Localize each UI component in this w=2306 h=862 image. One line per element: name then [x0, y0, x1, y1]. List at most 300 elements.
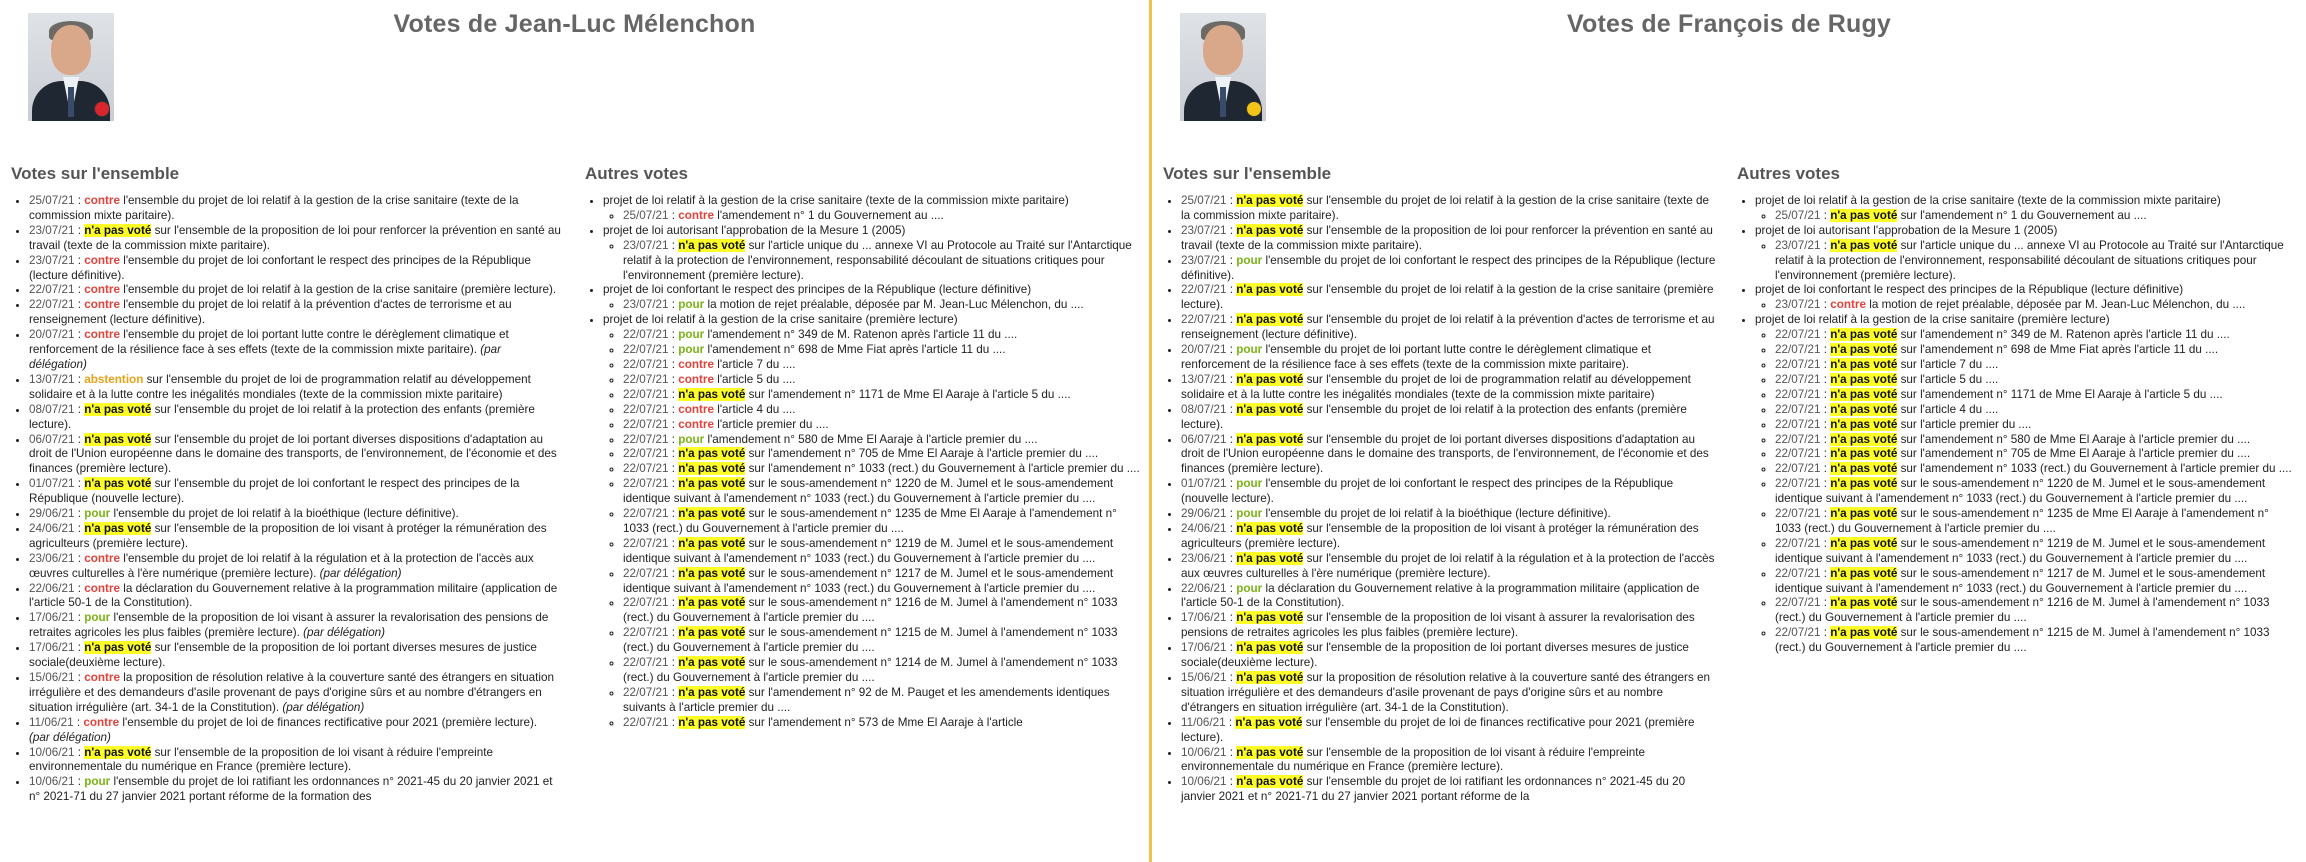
- vote-text: l'ensemble du projet de loi relatif à la bioéthique (lecture définitive).: [110, 507, 459, 521]
- bill-group: [603, 224, 1145, 284]
- bill-title: projet de loi relatif à la gestion de la crise sanitaire (première lecture): [1755, 313, 2110, 327]
- vote-item: ◦ 22/07/21 : pour l'amendement n° 349 de M. Ratenon après l'article 11 du ....: [623, 328, 1145, 343]
- vote-position: n'a pas voté: [1830, 372, 1898, 386]
- vote-position: pour: [1236, 507, 1263, 521]
- vote-position: pour: [678, 328, 705, 342]
- vote-date: 22/07/21: [623, 715, 669, 729]
- vote-text: sur l'amendement n° 698 de Mme Fiat après l'article 11 du ....: [1897, 343, 2219, 357]
- vote-position: n'a pas voté: [678, 536, 746, 550]
- vote-item: ◦ 22/07/21 : n'a pas voté sur l'amendement n° 349 de M. Ratenon après l'article 11 du ....: [1775, 328, 2297, 343]
- vote-text: l'amendement n° 580 de Mme El Aaraje à l'article premier du ....: [704, 432, 1038, 446]
- vote-item: • 15/06/21 : contre la proposition de résolution relative à la couverture santé des étrangers en situation irrégulière et des demandeurs d'asile provenant de pays d'origine sûrs et au nombre d'étrangers en situation irrégulière (art. 34-1 de la Constitution). (par délégation): [29, 671, 561, 716]
- vote-date: 22/07/21: [1775, 477, 1821, 491]
- vote-position: pour: [84, 507, 111, 521]
- delegation-note: (par délégation): [282, 700, 365, 714]
- vote-position: pour: [1236, 343, 1263, 357]
- vote-item: ◦ 22/07/21 : contre l'article premier du ....: [623, 418, 1145, 433]
- bill-group: [603, 313, 1145, 730]
- bill-group: [603, 283, 1145, 313]
- bill-vote-list: [603, 328, 1145, 730]
- vote-position: n'a pas voté: [84, 521, 152, 535]
- other-votes-list: [1737, 194, 2297, 656]
- vote-date: 22/07/21: [1775, 417, 1821, 431]
- vote-position: pour: [84, 775, 111, 789]
- vote-text: sur l'article 5 du ....: [1897, 372, 1999, 386]
- vote-position: contre: [84, 671, 120, 684]
- vote-item: ◦ 22/07/21 : n'a pas voté sur l'amendement n° 1171 de Mme El Aaraje à l'article 5 du ....: [1775, 388, 2297, 403]
- vote-item: ◦ 22/07/21 : n'a pas voté sur l'article 5 du ....: [1775, 373, 2297, 388]
- bill-title: projet de loi confortant le respect des principes de la République (lecture définitive): [603, 283, 1032, 297]
- vote-position: n'a pas voté: [1236, 313, 1304, 327]
- vote-text: sur l'ensemble de la proposition de loi pour renforcer la prévention en santé au travail (texte de la commission mixte paritaire).: [29, 223, 561, 252]
- vote-item: ◦ 25/07/21 : n'a pas voté sur l'amendement n° 1 du Gouvernement au ....: [1775, 209, 2297, 224]
- vote-item: ◦ 22/07/21 : n'a pas voté sur l'amendement n° 573 de Mme El Aaraje à l'article: [623, 716, 1145, 731]
- vote-date: 22/07/21: [623, 566, 669, 580]
- vote-position: n'a pas voté: [1830, 626, 1898, 640]
- vote-text: l'ensemble du projet de loi portant lutte contre le dérèglement climatique et renforcement de la résilience face à ses effets (texte de la commission mixte paritaire).: [29, 328, 509, 357]
- vote-position: n'a pas voté: [84, 223, 152, 237]
- bill-vote-list: [603, 239, 1145, 284]
- vote-position: n'a pas voté: [1830, 238, 1898, 252]
- vote-item: • 01/07/21 : n'a pas voté sur l'ensemble du projet de loi confortant le respect des principes de la République (nouvelle lecture).: [29, 477, 561, 507]
- bill-vote-list: [1755, 209, 2297, 224]
- vote-text: sur l'amendement n° 1033 (rect.) du Gouvernement à l'article premier du ....: [745, 462, 1140, 476]
- vote-date: 10/06/21: [1181, 775, 1227, 789]
- bill-vote-list: [603, 298, 1145, 313]
- vote-position: contre: [84, 253, 120, 267]
- vote-text: sur le sous-amendement n° 1220 de M. Jumel et le sous-amendement identique suivant à l'amendement n° 1033 (rect.) du Gouvernement à l'article premier du ....: [1775, 477, 2266, 506]
- vote-date: 22/07/21: [623, 402, 669, 416]
- vote-position: contre: [678, 417, 714, 431]
- vote-position: contre: [83, 715, 120, 729]
- vote-date: 11/06/21: [1181, 715, 1226, 729]
- vote-text: sur l'ensemble du projet de loi confortant le respect des principes de la République (nouvelle lecture).: [29, 477, 520, 506]
- vote-position: n'a pas voté: [678, 477, 746, 491]
- bill-group: [1755, 283, 2297, 313]
- vote-position: n'a pas voté: [678, 447, 746, 461]
- vote-position: contre: [84, 581, 120, 595]
- vote-position: pour: [1236, 581, 1263, 595]
- vote-text: sur l'ensemble de la proposition de loi visant à assurer la revalorisation des pensions de retraites agricoles les plus faibles (première lecture).: [1181, 611, 1695, 640]
- vote-position: n'a pas voté: [84, 402, 152, 416]
- vote-text: sur l'amendement n° 580 de Mme El Aaraje à l'article premier du ....: [1897, 432, 2251, 446]
- vote-date: 22/07/21: [1775, 432, 1821, 446]
- vote-date: 22/06/21: [29, 581, 75, 595]
- delegation-note: (par délégation): [319, 566, 402, 580]
- vote-text: sur l'amendement n° 705 de Mme El Aaraje à l'article premier du ....: [745, 447, 1099, 461]
- vote-text: l'article 4 du ....: [713, 402, 796, 416]
- vote-item: • 10/06/21 : n'a pas voté sur l'ensemble du projet de loi ratifiant les ordonnances n° 2021-45 du 20 janvier 2021 et n° 2021-71 du 27 janvier 2021 portant réforme de la: [1181, 775, 1718, 805]
- vote-date: 17/06/21: [29, 611, 75, 625]
- vote-text: sur l'article unique du ... annexe VI au Protocole au Traité sur l'Antarctique relatif à la protection de l'environnement, responsabilité découlant de situations critiques pour l'environnement (première lecture).: [623, 238, 1132, 282]
- vote-text: l'ensemble du projet de loi relatif à la régulation et à la protection de l'accès aux œuvres culturelles à l'ère numérique (première lecture).: [29, 551, 534, 580]
- vote-date: 22/07/21: [1775, 357, 1821, 371]
- vote-date: 22/07/21: [623, 357, 669, 371]
- vote-text: sur l'ensemble de la proposition de loi visant à réduire l'empreinte environnementale du numérique en France (première lecture).: [29, 745, 493, 774]
- vote-position: n'a pas voté: [1236, 194, 1304, 207]
- vote-date: 22/07/21: [1775, 387, 1821, 401]
- vote-text: l'ensemble du projet de loi portant lutte contre le dérèglement climatique et renforcement de la résilience face à ses effets (texte de la commission mixte paritaire).: [1181, 343, 1652, 371]
- vote-position: n'a pas voté: [1236, 551, 1304, 565]
- vote-date: 06/07/21: [29, 432, 75, 446]
- vote-item: ◦ 22/07/21 : n'a pas voté sur le sous-amendement n° 1219 de M. Jumel et le sous-amendement identique suivant à l'amendement n° 1033 (rect.) du Gouvernement à l'article premier du ....: [623, 537, 1145, 567]
- vote-text: sur l'ensemble de la proposition de loi pour renforcer la prévention en santé au travail (texte de la commission mixte paritaire).: [1181, 223, 1713, 252]
- vote-text: la déclaration du Gouvernement relative à la programmation militaire (application de l'article 50-1 de la Constitution).: [29, 581, 558, 610]
- vote-date: 22/07/21: [623, 685, 669, 699]
- vote-text: la déclaration du Gouvernement relative à la programmation militaire (application de l'article 50-1 de la Constitution).: [1181, 581, 1700, 610]
- delegation-note: (par délégation): [303, 626, 385, 640]
- vote-date: 29/06/21: [1181, 507, 1227, 521]
- bill-group: [603, 194, 1145, 224]
- other-votes-list: [585, 194, 1145, 731]
- vote-item: • 23/07/21 : contre l'ensemble du projet de loi confortant le respect des principes de la République (lecture définitive).: [29, 254, 561, 284]
- vote-item: • 23/06/21 : contre l'ensemble du projet de loi relatif à la régulation et à la protection de l'accès aux œuvres culturelles à l'ère numérique (première lecture). (par délégation): [29, 552, 561, 582]
- bill-vote-list: [1755, 239, 2297, 284]
- vote-date: 22/07/21: [623, 417, 669, 431]
- vote-date: 23/07/21: [1181, 223, 1227, 237]
- vote-position: n'a pas voté: [1830, 357, 1898, 371]
- vote-position: pour: [678, 298, 705, 312]
- vote-item: • 22/07/21 : contre l'ensemble du projet de loi relatif à la gestion de la crise sanitaire (première lecture).: [29, 283, 561, 298]
- vote-item: ◦ 22/07/21 : n'a pas voté sur l'amendement n° 705 de Mme El Aaraje à l'article premier du ....: [1775, 447, 2297, 462]
- bill-title: projet de loi relatif à la gestion de la crise sanitaire (première lecture): [603, 313, 958, 327]
- vote-date: 08/07/21: [1181, 402, 1227, 416]
- vote-item: ◦ 23/07/21 : contre la motion de rejet préalable, déposée par M. Jean-Luc Mélenchon, du ....: [1775, 298, 2297, 313]
- vote-date: 22/07/21: [623, 656, 669, 670]
- vote-item: • 08/07/21 : n'a pas voté sur l'ensemble du projet de loi relatif à la protection des enfants (première lecture).: [1181, 403, 1718, 433]
- vote-text: l'article 7 du ....: [713, 357, 796, 371]
- vote-position: n'a pas voté: [1236, 745, 1304, 759]
- vote-position: pour: [1236, 253, 1263, 267]
- vote-position: n'a pas voté: [1236, 223, 1304, 237]
- bill-title: projet de loi autorisant l'approbation de la Mesure 1 (2005): [1755, 223, 2058, 237]
- vote-position: abstention: [84, 372, 144, 386]
- vote-date: 23/07/21: [623, 298, 669, 312]
- vote-item: ◦ 23/07/21 : n'a pas voté sur l'article unique du ... annexe VI au Protocole au Traité sur l'Antarctique relatif à la protection de l'environnement, responsabilité découlant de situations critiques pour l'environnement (première lecture).: [623, 239, 1145, 284]
- vote-date: 23/07/21: [1775, 238, 1821, 252]
- bill-title: projet de loi relatif à la gestion de la crise sanitaire (texte de la commission mixte paritaire): [603, 194, 1069, 207]
- vote-position: n'a pas voté: [84, 477, 152, 491]
- vote-position: n'a pas voté: [1236, 611, 1304, 625]
- vote-position: n'a pas voté: [678, 656, 746, 670]
- vote-position: n'a pas voté: [1830, 462, 1898, 476]
- bill-group: [1755, 224, 2297, 284]
- vote-position: contre: [84, 551, 120, 565]
- bill-vote-list: [1755, 298, 2297, 313]
- vote-item: • 25/07/21 : n'a pas voté sur l'ensemble du projet de loi relatif à la gestion de la crise sanitaire (texte de la commission mixte paritaire).: [1181, 194, 1718, 224]
- vote-position: n'a pas voté: [1236, 521, 1304, 535]
- vote-item: • 22/07/21 : contre l'ensemble du projet de loi relatif à la prévention d'actes de terrorisme et au renseignement (lecture définitive).: [29, 298, 561, 328]
- vote-date: 23/07/21: [1181, 253, 1227, 267]
- vote-date: 29/06/21: [29, 507, 75, 521]
- vote-date: 23/07/21: [1775, 298, 1821, 312]
- vote-date: 17/06/21: [1181, 641, 1227, 655]
- vote-text: sur l'article premier du ....: [1897, 417, 2032, 431]
- vote-text: l'article 5 du ....: [713, 372, 796, 386]
- vote-text: sur l'article unique du ... annexe VI au Protocole au Traité sur l'Antarctique relatif à la protection de l'environnement, responsabilité découlant de situations critiques pour l'environnement (première lecture).: [1775, 238, 2284, 282]
- vote-position: n'a pas voté: [1236, 402, 1304, 416]
- vote-position: n'a pas voté: [678, 238, 746, 252]
- vote-text: sur l'amendement n° 705 de Mme El Aaraje à l'article premier du ....: [1897, 447, 2251, 461]
- vote-date: 22/06/21: [1181, 581, 1227, 595]
- vote-text: l'ensemble du projet de loi confortant le respect des principes de la République (nouvelle lecture).: [1181, 477, 1674, 506]
- vote-text: sur l'amendement n° 349 de M. Ratenon après l'article 11 du ....: [1897, 328, 2230, 342]
- vote-date: 23/07/21: [29, 223, 75, 237]
- vote-text: sur le sous-amendement n° 1220 de M. Jumel et le sous-amendement identique suivant à l'amendement n° 1033 (rect.) du Gouvernement à l'article premier du ....: [623, 477, 1114, 506]
- vote-position: pour: [678, 432, 705, 446]
- vote-position: n'a pas voté: [1236, 775, 1304, 789]
- vote-text: l'ensemble de la proposition de loi visant à assurer la revalorisation des pensions de retraites agricoles les plus faibles (première lecture).: [29, 611, 549, 640]
- vote-item: • 11/06/21 : contre l'ensemble du projet de loi de finances rectificative pour 2021 (première lecture). (par délégation): [29, 716, 561, 746]
- vote-date: 01/07/21: [1181, 477, 1227, 491]
- vote-position: contre: [84, 328, 120, 342]
- vote-text: sur l'ensemble du projet de loi de programmation relatif au développement solidaire et à la lutte contre les inégalités mondiales (texte de la commission mixte paritaire): [1181, 372, 1691, 401]
- vote-text: sur le sous-amendement n° 1217 de M. Jumel et le sous-amendement identique suivant à l'amendement n° 1033 (rect.) du Gouvernement à l'article premier du ....: [623, 566, 1114, 595]
- pane-de-rugy: [1152, 0, 2306, 862]
- vote-text: sur l'ensemble du projet de loi relatif à la gestion de la crise sanitaire (texte de la commission mixte paritaire).: [1181, 194, 1710, 222]
- vote-date: 22/07/21: [623, 328, 669, 342]
- vote-date: 06/07/21: [1181, 432, 1227, 446]
- vote-text: sur l'article 7 du ....: [1897, 357, 1999, 371]
- vote-item: • 06/07/21 : n'a pas voté sur l'ensemble du projet de loi portant diverses dispositions d'adaptation au droit de l'Union européenne dans le domaine des transports, de l'environnement, de l'économie et des finances (première lecture).: [29, 433, 561, 478]
- vote-item: ◦ 22/07/21 : pour l'amendement n° 698 de Mme Fiat après l'article 11 du ....: [623, 343, 1145, 358]
- ensemble-list: [1163, 194, 1718, 805]
- vote-date: 01/07/21: [29, 477, 75, 491]
- vote-text: sur l'amendement n° 1171 de Mme El Aaraje à l'article 5 du ....: [745, 387, 1071, 401]
- vote-item: • 10/06/21 : n'a pas voté sur l'ensemble de la proposition de loi visant à réduire l'empreinte environnementale du numérique en France (première lecture).: [29, 746, 561, 776]
- vote-position: n'a pas voté: [1236, 432, 1304, 446]
- vote-date: 22/07/21: [623, 477, 669, 491]
- vote-item: ◦ 22/07/21 : n'a pas voté sur le sous-amendement n° 1235 de Mme El Aaraje à l'amendement n° 1033 (rect.) du Gouvernement à l'article premier du ....: [623, 507, 1145, 537]
- vote-text: sur l'ensemble de la proposition de loi visant à protéger la rémunération des agriculteurs (première lecture).: [1181, 521, 1699, 550]
- vote-item: • 13/07/21 : abstention sur l'ensemble du projet de loi de programmation relatif au développement solidaire et à la lutte contre les inégalités mondiales (texte de la commission mixte paritaire): [29, 373, 561, 403]
- vote-item: • 23/07/21 : n'a pas voté sur l'ensemble de la proposition de loi pour renforcer la prévention en santé au travail (texte de la commission mixte paritaire).: [29, 224, 561, 254]
- vote-text: sur l'article 4 du ....: [1897, 402, 1999, 416]
- vote-text: sur l'ensemble du projet de loi ratifiant les ordonnances n° 2021-45 du 20 janvier 2021 et n° 2021-71 du 27 janvier 2021 portant réforme de la: [1181, 775, 1686, 804]
- vote-item: • 22/07/21 : n'a pas voté sur l'ensemble du projet de loi relatif à la gestion de la crise sanitaire (première lecture).: [1181, 283, 1718, 313]
- vote-text: sur le sous-amendement n° 1235 de Mme El Aaraje à l'amendement n° 1033 (rect.) du Gouvernement à l'article premier du ....: [1775, 507, 2269, 535]
- vote-text: sur le sous-amendement n° 1217 de M. Jumel et le sous-amendement identique suivant à l'amendement n° 1033 (rect.) du Gouvernement à l'article premier du ....: [1775, 566, 2266, 595]
- vote-date: 25/07/21: [29, 194, 75, 207]
- vote-date: 22/07/21: [623, 462, 669, 476]
- vote-date: 13/07/21: [29, 372, 75, 386]
- vote-date: 22/07/21: [623, 432, 669, 446]
- vote-date: 23/07/21: [29, 253, 75, 267]
- vote-text: l'ensemble du projet de loi relatif à la prévention d'actes de terrorisme et au renseignement (lecture définitive).: [29, 298, 512, 327]
- vote-date: 22/07/21: [1775, 566, 1821, 580]
- vote-date: 24/06/21: [29, 521, 75, 535]
- vote-item: • 11/06/21 : n'a pas voté sur l'ensemble du projet de loi de finances rectificative pour 2021 (première lecture).: [1181, 716, 1718, 746]
- vote-item: • 23/07/21 : pour l'ensemble du projet de loi confortant le respect des principes de la République (lecture définitive).: [1181, 254, 1718, 284]
- vote-date: 15/06/21: [1181, 671, 1227, 684]
- vote-position: n'a pas voté: [1236, 372, 1304, 386]
- vote-date: 22/07/21: [623, 507, 669, 521]
- bill-group: [1755, 194, 2297, 224]
- vote-item: • 22/06/21 : pour la déclaration du Gouvernement relative à la programmation militaire (application de l'article 50-1 de la Constitution).: [1181, 582, 1718, 612]
- vote-date: 08/07/21: [29, 402, 75, 416]
- vote-text: sur l'ensemble de la proposition de loi visant à protéger la rémunération des agriculteurs (première lecture).: [29, 521, 547, 550]
- vote-text: la proposition de résolution relative à la couverture santé des étrangers en situation irrégulière et des demandeurs d'asile provenant de pays d'origine sûrs et au nombre d'étrangers en situation irrégulière (art. 34-1 de la Constitution).: [29, 671, 554, 714]
- vote-item: ◦ 22/07/21 : n'a pas voté sur le sous-amendement n° 1215 de M. Jumel à l'amendement n° 1033 (rect.) du Gouvernement à l'article premier du ....: [1775, 626, 2297, 656]
- vote-date: 17/06/21: [29, 641, 75, 655]
- vote-text: sur le sous-amendement n° 1219 de M. Jumel et le sous-amendement identique suivant à l'amendement n° 1033 (rect.) du Gouvernement à l'article premier du ....: [1775, 536, 2266, 565]
- vote-date: 22/07/21: [1775, 328, 1821, 342]
- vote-date: 22/07/21: [1181, 313, 1227, 327]
- vote-item: ◦ 22/07/21 : n'a pas voté sur le sous-amendement n° 1219 de M. Jumel et le sous-amendement identique suivant à l'amendement n° 1033 (rect.) du Gouvernement à l'article premier du ....: [1775, 537, 2297, 567]
- vote-position: n'a pas voté: [1830, 387, 1898, 401]
- section-heading: Votes sur l'ensemble: [1163, 164, 1332, 183]
- vote-date: 20/07/21: [29, 328, 75, 342]
- vote-position: n'a pas voté: [678, 462, 746, 476]
- vote-item: ◦ 22/07/21 : n'a pas voté sur le sous-amendement n° 1217 de M. Jumel et le sous-amendement identique suivant à l'amendement n° 1033 (rect.) du Gouvernement à l'article premier du ....: [1775, 567, 2297, 597]
- vote-date: 23/07/21: [623, 238, 669, 252]
- vote-date: 23/06/21: [29, 551, 75, 565]
- vote-text: sur l'amendement n° 1171 de Mme El Aaraje à l'article 5 du ....: [1897, 387, 2223, 401]
- vote-item: • 17/06/21 : n'a pas voté sur l'ensemble de la proposition de loi portant diverses mesures de justice sociale(deuxième lecture).: [29, 641, 561, 671]
- vote-position: n'a pas voté: [1830, 596, 1898, 610]
- vote-item: • 24/06/21 : n'a pas voté sur l'ensemble de la proposition de loi visant à protéger la rémunération des agriculteurs (première lecture).: [29, 522, 561, 552]
- bill-title: projet de loi confortant le respect des principes de la République (lecture définitive): [1755, 283, 2184, 297]
- vote-text: l'ensemble du projet de loi relatif à la bioéthique (lecture définitive).: [1262, 507, 1611, 521]
- vote-item: • 23/06/21 : n'a pas voté sur l'ensemble du projet de loi relatif à la régulation et à la protection de l'accès aux œuvres culturelles à l'ère numérique (première lecture).: [1181, 552, 1718, 582]
- vote-text: sur l'ensemble de la proposition de loi portant diverses mesures de justice sociale(deuxième lecture).: [29, 641, 537, 670]
- vote-item: ◦ 22/07/21 : n'a pas voté sur le sous-amendement n° 1217 de M. Jumel et le sous-amendement identique suivant à l'amendement n° 1033 (rect.) du Gouvernement à l'article premier du ....: [623, 567, 1145, 597]
- vote-item: • 17/06/21 : pour l'ensemble de la proposition de loi visant à assurer la revalorisation des pensions de retraites agricoles les plus faibles (première lecture). (par délégation): [29, 611, 561, 641]
- vote-item: • 17/06/21 : n'a pas voté sur l'ensemble de la proposition de loi visant à assurer la revalorisation des pensions de retraites agricoles les plus faibles (première lecture).: [1181, 611, 1718, 641]
- vote-position: n'a pas voté: [1830, 432, 1898, 446]
- vote-position: n'a pas voté: [678, 566, 746, 580]
- vote-date: 22/07/21: [29, 283, 75, 297]
- vote-item: ◦ 22/07/21 : n'a pas voté sur l'article 7 du ....: [1775, 358, 2297, 373]
- vote-item: ◦ 23/07/21 : n'a pas voté sur l'article unique du ... annexe VI au Protocole au Traité sur l'Antarctique relatif à la protection de l'environnement, responsabilité découlant de situations critiques pour l'environnement (première lecture).: [1775, 239, 2297, 284]
- vote-position: n'a pas voté: [84, 745, 152, 759]
- vote-text: sur l'ensemble du projet de loi portant diverses dispositions d'adaptation au droit de l'Union européenne dans le domaine des transports, de l'environnement, de l'économie et des finances (première lecture).: [1181, 432, 1709, 476]
- vote-text: l'ensemble du projet de loi confortant le respect des principes de la République (lecture définitive).: [29, 253, 531, 282]
- vote-date: 22/07/21: [1775, 447, 1821, 461]
- vote-text: sur le sous-amendement n° 1216 de M. Jumel à l'amendement n° 1033 (rect.) du Gouvernement à l'article premier du ....: [1775, 596, 2270, 625]
- vote-date: 22/07/21: [1775, 507, 1821, 521]
- vote-item: ◦ 22/07/21 : n'a pas voté sur le sous-amendement n° 1235 de Mme El Aaraje à l'amendement n° 1033 (rect.) du Gouvernement à l'article premier du ....: [1775, 507, 2297, 537]
- other-votes-column: [585, 164, 1145, 731]
- vote-date: 22/07/21: [623, 536, 669, 550]
- vote-item: • 01/07/21 : pour l'ensemble du projet de loi confortant le respect des principes de la République (nouvelle lecture).: [1181, 477, 1718, 507]
- vote-position: contre: [678, 357, 714, 371]
- section-heading: Autres votes: [585, 164, 688, 183]
- vote-text: sur l'ensemble du projet de loi relatif à la prévention d'actes de terrorisme et au renseignement (lecture définitive).: [1181, 313, 1715, 342]
- vote-date: 25/07/21: [1775, 208, 1821, 222]
- vote-position: n'a pas voté: [678, 596, 746, 610]
- vote-item: • 15/06/21 : n'a pas voté sur la proposition de résolution relative à la couverture santé des étrangers en situation irrégulière et des demandeurs d'asile provenant de pays d'origine sûrs et au nombre d'étrangers en situation irrégulière (art. 34-1 de la Constitution).: [1181, 671, 1718, 716]
- vote-date: 25/07/21: [1181, 194, 1227, 207]
- pane-melenchon: [0, 0, 1152, 862]
- vote-date: 22/07/21: [29, 298, 75, 312]
- section-heading: Votes sur l'ensemble: [11, 164, 180, 183]
- vote-position: contre: [84, 298, 120, 312]
- ensemble-list: [11, 194, 561, 805]
- vote-position: n'a pas voté: [678, 715, 746, 729]
- page-title: Votes de Jean-Luc Mélenchon: [393, 10, 756, 38]
- vote-item: ◦ 22/07/21 : pour l'amendement n° 580 de Mme El Aaraje à l'article premier du ....: [623, 433, 1145, 448]
- vote-position: pour: [678, 343, 705, 357]
- vote-item: • 20/07/21 : contre l'ensemble du projet de loi portant lutte contre le dérèglement climatique et renforcement de la résilience face à ses effets (texte de la commission mixte paritaire). (par délégation): [29, 328, 561, 373]
- vote-position: n'a pas voté: [1830, 402, 1898, 416]
- vote-item: • 29/06/21 : pour l'ensemble du projet de loi relatif à la bioéthique (lecture définitive).: [1181, 507, 1718, 522]
- vote-position: n'a pas voté: [1830, 328, 1898, 342]
- vote-text: sur le sous-amendement n° 1214 de M. Jumel à l'amendement n° 1033 (rect.) du Gouvernement à l'article premier du ....: [623, 656, 1118, 684]
- vote-position: n'a pas voté: [1830, 477, 1898, 491]
- vote-date: 22/07/21: [1775, 596, 1821, 610]
- vote-position: contre: [84, 283, 120, 297]
- vote-date: 23/06/21: [1181, 551, 1227, 565]
- vote-position: n'a pas voté: [84, 432, 152, 446]
- vote-text: l'article premier du ....: [713, 417, 829, 431]
- vote-position: n'a pas voté: [678, 626, 746, 640]
- vote-item: • 29/06/21 : pour l'ensemble du projet de loi relatif à la bioéthique (lecture définitive).: [29, 507, 561, 522]
- vote-item: • 23/07/21 : n'a pas voté sur l'ensemble de la proposition de loi pour renforcer la prévention en santé au travail (texte de la commission mixte paritaire).: [1181, 224, 1718, 254]
- other-votes-column: [1737, 164, 2297, 656]
- vote-position: n'a pas voté: [84, 641, 152, 655]
- vote-item: ◦ 22/07/21 : n'a pas voté sur le sous-amendement n° 1214 de M. Jumel à l'amendement n° 1033 (rect.) du Gouvernement à l'article premier du ....: [623, 656, 1145, 686]
- ensemble-votes-column: [1163, 164, 1718, 805]
- vote-date: 22/07/21: [1775, 372, 1821, 386]
- vote-item: ◦ 22/07/21 : n'a pas voté sur l'amendement n° 1033 (rect.) du Gouvernement à l'article premier du ....: [1775, 462, 2297, 477]
- vote-date: 11/06/21: [29, 715, 74, 729]
- vote-item: ◦ 22/07/21 : contre l'article 4 du ....: [623, 403, 1145, 418]
- vote-position: n'a pas voté: [1235, 715, 1303, 729]
- vote-text: sur l'ensemble de la proposition de loi portant diverses mesures de justice sociale(deuxième lecture).: [1181, 641, 1689, 670]
- vote-item: ◦ 22/07/21 : n'a pas voté sur le sous-amendement n° 1220 de M. Jumel et le sous-amendement identique suivant à l'amendement n° 1033 (rect.) du Gouvernement à l'article premier du ....: [1775, 477, 2297, 507]
- vote-text: sur l'ensemble du projet de loi relatif à la protection des enfants (première lecture).: [1181, 402, 1687, 431]
- vote-position: contre: [678, 402, 714, 416]
- bill-title: projet de loi autorisant l'approbation de la Mesure 1 (2005): [603, 223, 906, 237]
- vote-position: n'a pas voté: [1830, 447, 1898, 461]
- vote-text: sur le sous-amendement n° 1215 de M. Jumel à l'amendement n° 1033 (rect.) du Gouvernement à l'article premier du ....: [623, 626, 1118, 655]
- vote-text: sur l'ensemble du projet de loi de finances rectificative pour 2021 (première lecture).: [1181, 715, 1695, 744]
- vote-position: n'a pas voté: [1830, 536, 1898, 550]
- vote-text: sur le sous-amendement n° 1219 de M. Jumel et le sous-amendement identique suivant à l'amendement n° 1033 (rect.) du Gouvernement à l'article premier du ....: [623, 536, 1114, 565]
- vote-item: • 13/07/21 : n'a pas voté sur l'ensemble du projet de loi de programmation relatif au développement solidaire et à la lutte contre les inégalités mondiales (texte de la commission mixte paritaire): [1181, 373, 1718, 403]
- vote-date: 10/06/21: [1181, 745, 1227, 759]
- bill-vote-list: [1755, 328, 2297, 656]
- vote-text: l'ensemble du projet de loi ratifiant les ordonnances n° 2021-45 du 20 janvier 2021 et n° 2021-71 du 27 janvier 2021 portant réforme de la formation des: [29, 775, 553, 804]
- vote-text: la motion de rejet préalable, déposée par M. Jean-Luc Mélenchon, du ....: [704, 298, 1084, 312]
- vote-position: contre: [678, 372, 714, 386]
- vote-item: ◦ 22/07/21 : n'a pas voté sur le sous-amendement n° 1216 de M. Jumel à l'amendement n° 1033 (rect.) du Gouvernement à l'article premier du ....: [1775, 596, 2297, 626]
- bill-vote-list: [603, 209, 1145, 224]
- vote-date: 22/07/21: [1775, 536, 1821, 550]
- vote-item: • 08/07/21 : n'a pas voté sur l'ensemble du projet de loi relatif à la protection des enfants (première lecture).: [29, 403, 561, 433]
- vote-date: 22/07/21: [1181, 283, 1227, 297]
- vote-position: n'a pas voté: [1830, 208, 1898, 222]
- vote-date: 25/07/21: [623, 208, 669, 222]
- vote-item: • 10/06/21 : pour l'ensemble du projet de loi ratifiant les ordonnances n° 2021-45 du 20 janvier 2021 et n° 2021-71 du 27 janvier 2021 portant réforme de la formation des: [29, 775, 561, 805]
- vote-position: n'a pas voté: [1830, 417, 1898, 431]
- group-badge: [94, 101, 110, 117]
- vote-date: 22/07/21: [623, 343, 669, 357]
- vote-item: • 17/06/21 : n'a pas voté sur l'ensemble de la proposition de loi portant diverses mesures de justice sociale(deuxième lecture).: [1181, 641, 1718, 671]
- delegation-note: (par délégation): [29, 730, 111, 744]
- vote-date: 22/07/21: [623, 596, 669, 610]
- vote-item: ◦ 22/07/21 : contre l'article 7 du ....: [623, 358, 1145, 373]
- vote-item: • 20/07/21 : pour l'ensemble du projet de loi portant lutte contre le dérèglement climatique et renforcement de la résilience face à ses effets (texte de la commission mixte paritaire).: [1181, 343, 1718, 373]
- vote-position: pour: [1236, 477, 1263, 491]
- vote-item: ◦ 22/07/21 : n'a pas voté sur le sous-amendement n° 1216 de M. Jumel à l'amendement n° 1033 (rect.) du Gouvernement à l'article premier du ....: [623, 596, 1145, 626]
- vote-text: l'ensemble du projet de loi relatif à la gestion de la crise sanitaire (première lecture).: [119, 283, 557, 297]
- vote-item: ◦ 25/07/21 : contre l'amendement n° 1 du Gouvernement au ....: [623, 209, 1145, 224]
- vote-item: • 10/06/21 : n'a pas voté sur l'ensemble de la proposition de loi visant à réduire l'empreinte environnementale du numérique en France (première lecture).: [1181, 746, 1718, 776]
- ensemble-votes-column: [11, 164, 561, 805]
- vote-position: n'a pas voté: [1236, 641, 1304, 655]
